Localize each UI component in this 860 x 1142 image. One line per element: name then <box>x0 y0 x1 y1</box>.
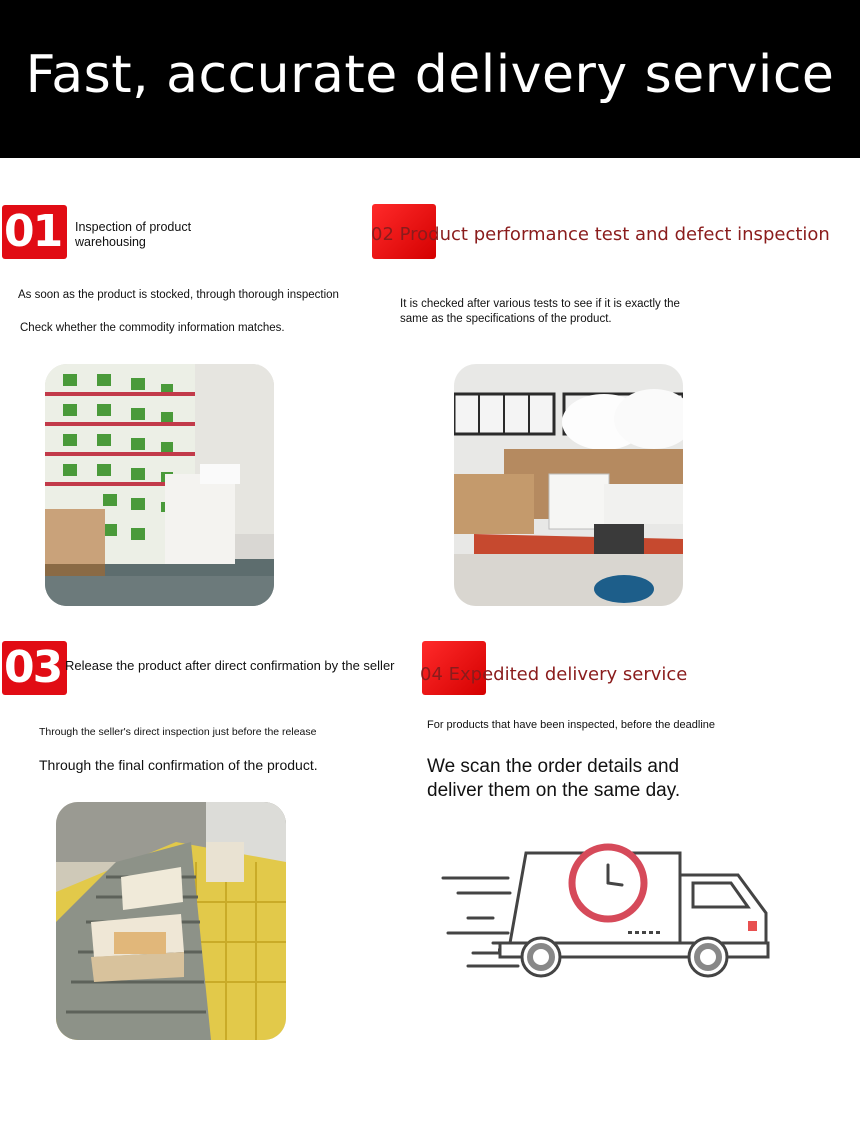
section-title: Release the product after direct confirmation by the seller <box>65 658 395 673</box>
section-title: 04 Expedited delivery service <box>420 664 688 685</box>
section-title: 02 Product performance test and defect inspection <box>371 224 830 245</box>
section-text: Check whether the commodity information matches. <box>20 322 285 334</box>
section-text: As soon as the product is stocked, through thorough inspection <box>18 289 339 301</box>
header-banner <box>0 0 860 158</box>
section-text: Through the seller's direct inspection just before the release <box>39 726 317 738</box>
section-text: We scan the order details and deliver them on the same day. <box>427 756 681 801</box>
section-text: Through the final confirmation of the product. <box>39 757 318 773</box>
conveyor-belt-photo <box>56 802 286 1040</box>
page-title: Fast, accurate delivery service <box>25 45 835 105</box>
inspection-room-photo <box>454 364 683 606</box>
section-text: For products that have been inspected, before the deadline <box>427 719 716 731</box>
section-number-badge <box>2 205 67 259</box>
warehouse-pallets-photo <box>45 364 274 606</box>
section-text: It is checked after various tests to see if it is exactly the same as the specifications of the product. <box>400 298 680 325</box>
section-number: 03 <box>4 642 62 693</box>
section-number-badge <box>2 641 67 695</box>
section-title: Inspection of product warehousing <box>75 220 192 249</box>
delivery-truck-clock-icon <box>438 835 778 985</box>
section-number: 01 <box>4 206 62 257</box>
